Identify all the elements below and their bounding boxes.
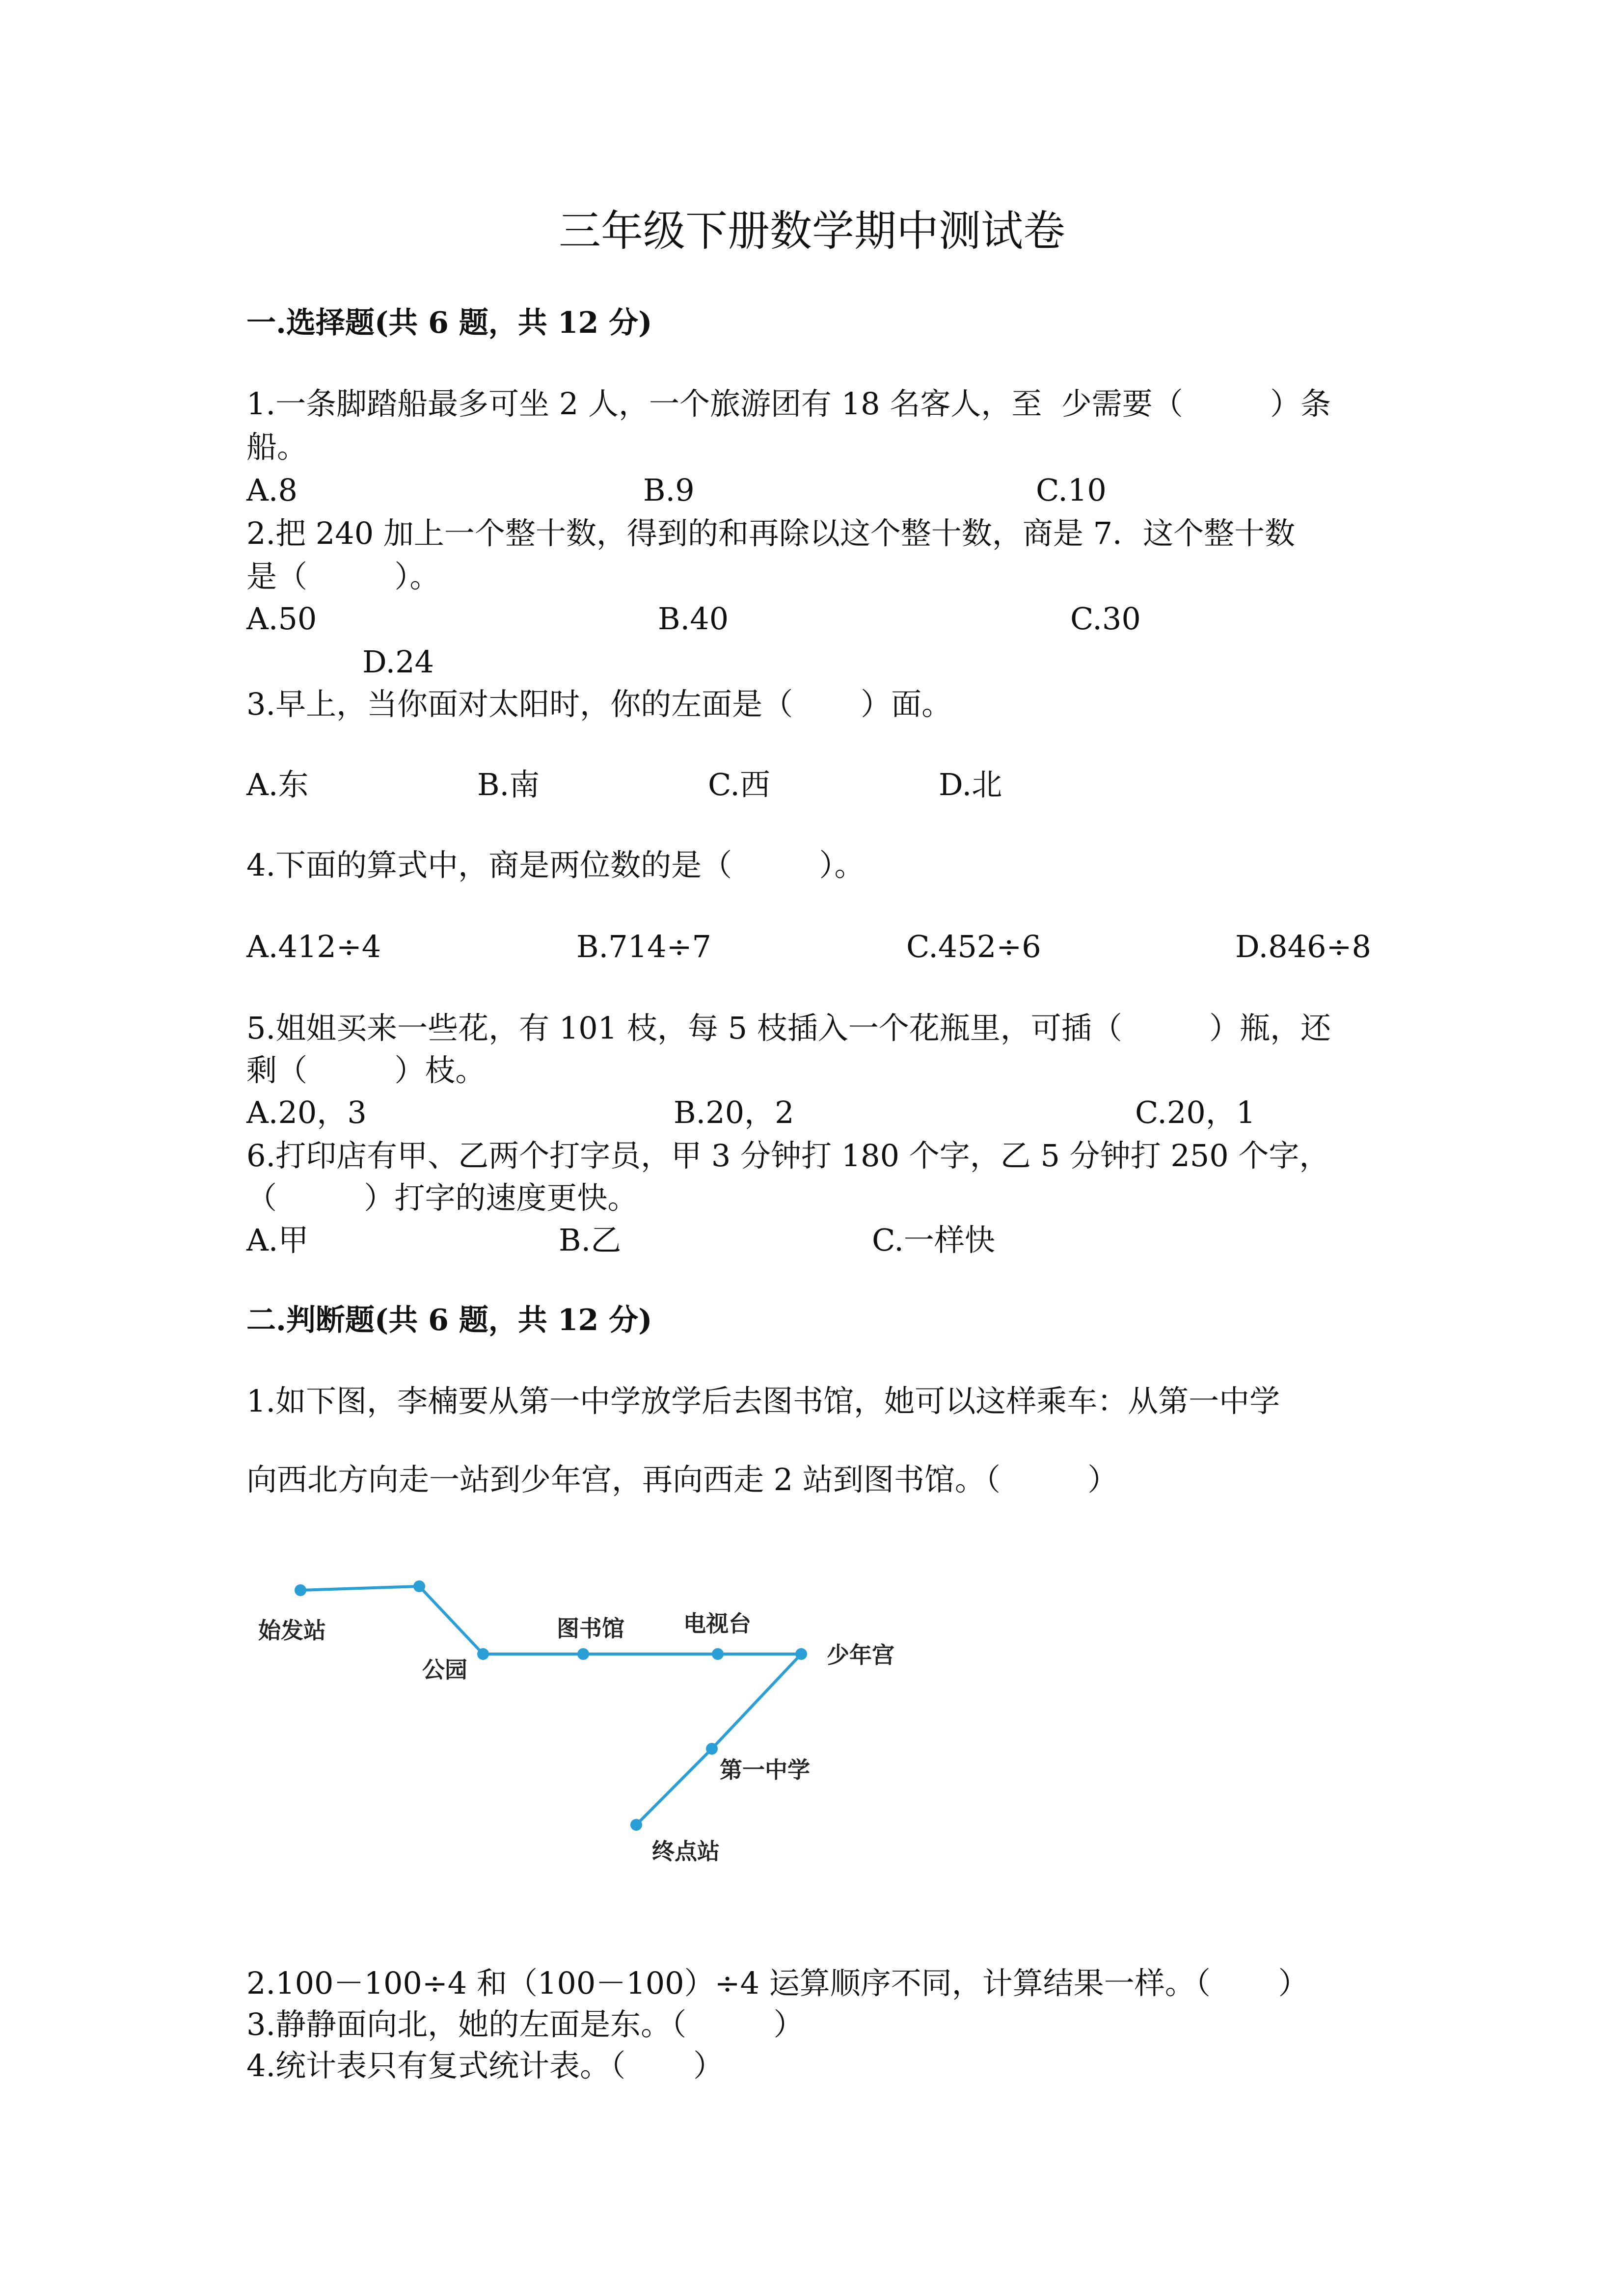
question-3-option-b: B.南 <box>477 767 540 802</box>
question-3-option-a: A.东 <box>246 767 309 802</box>
question-4-option-d: D.846÷8 <box>1235 929 1371 964</box>
section-heading-choice: 一.选择题(共 6 题，共 12 分) <box>246 306 652 340</box>
question-2-stem-cont: 是（ ）。 <box>246 559 440 594</box>
question-5-option-c: C.20，1 <box>1135 1095 1256 1130</box>
station-label-park: 公园 <box>422 1656 467 1683</box>
question-5-option-b: B.20，2 <box>674 1095 794 1130</box>
question-1-option-b: B.9 <box>643 472 695 508</box>
section-heading-judgement: 二.判断题(共 6 题，共 12 分) <box>246 1303 652 1337</box>
question-2-stem: 2.把 240 加上一个整十数，得到的和再除以这个整十数，商是 7．这个整十数 <box>246 515 1296 551</box>
question-4-option-b: B.714÷7 <box>576 929 712 964</box>
question-1-stem-cont: 船。 <box>246 429 308 465</box>
question-2-option-c: C.30 <box>1070 601 1141 637</box>
question-6-option-b: B.乙 <box>559 1222 622 1258</box>
question-3-option-d: D.北 <box>939 767 1002 802</box>
question-6-stem-cont: （ ）打字的速度更快。 <box>246 1180 638 1216</box>
station-label-library: 图书馆 <box>557 1615 624 1642</box>
question-6-option-c: C.一样快 <box>872 1222 995 1258</box>
question-1-option-a: A.8 <box>246 472 298 508</box>
question-3-stem: 3.早上，当你面对太阳时，你的左面是（ ）面。 <box>246 686 952 722</box>
station-dot-corner <box>413 1580 425 1592</box>
question-4-option-a: A.412÷4 <box>246 929 381 964</box>
question-3-option-c: C.西 <box>708 767 770 802</box>
question-2-option-a: A.50 <box>246 601 317 637</box>
judge-question-4: 4.统计表只有复式统计表。（ ） <box>246 2048 724 2083</box>
judge-question-1-stem-cont: 向西北方向走一站到少年宫，再向西走 2 站到图书馆。（ ） <box>246 1462 1118 1497</box>
question-5-stem: 5.姐姐买来一些花，有 101 枝，每 5 枝插入一个花瓶里，可插（ ）瓶，还 <box>246 1010 1331 1046</box>
station-label-end: 终点站 <box>652 1838 720 1865</box>
station-dot-school <box>706 1743 718 1755</box>
station-label-school: 第一中学 <box>720 1757 810 1783</box>
question-6-option-a: A.甲 <box>246 1222 309 1258</box>
question-2-option-d: D.24 <box>362 644 434 680</box>
question-4-option-c: C.452÷6 <box>906 929 1041 964</box>
station-label-tv: 电视台 <box>683 1610 751 1637</box>
question-4-stem: 4.下面的算式中，商是两位数的是（ ）。 <box>246 847 865 883</box>
station-label-start: 始发站 <box>258 1617 326 1644</box>
question-1-option-c: C.10 <box>1036 472 1107 508</box>
station-dot-youth-palace <box>795 1648 807 1660</box>
question-5-stem-cont: 剩（ ）枝。 <box>246 1052 486 1088</box>
station-label-youth-palace: 少年宫 <box>827 1642 894 1668</box>
station-dot-tv <box>712 1648 724 1660</box>
question-2-option-b: B.40 <box>658 601 729 637</box>
station-dot-end <box>630 1819 642 1831</box>
bus-route-map <box>245 1546 933 1890</box>
page-title: 三年级下册数学期中测试卷 <box>559 207 1065 256</box>
question-5-option-a: A.20，3 <box>246 1095 367 1130</box>
judge-question-3: 3.静静面向北，她的左面是东。（ ） <box>246 2006 804 2042</box>
station-dot-library <box>577 1648 589 1660</box>
judge-question-2: 2.100－100÷4 和（100－100）÷4 运算顺序不同，计算结果一样。（ ） <box>246 1965 1309 2001</box>
station-dot-park <box>477 1648 489 1660</box>
question-6-stem: 6.打印店有甲、乙两个打字员，甲 3 分钟打 180 个字，乙 5 分钟打 250 个字， <box>246 1138 1330 1174</box>
station-dot-start <box>295 1584 306 1596</box>
judge-question-1-stem: 1.如下图，李楠要从第一中学放学后去图书馆，她可以这样乘车：从第一中学 <box>246 1383 1280 1419</box>
question-1-stem: 1.一条脚踏船最多可坐 2 人，一个旅游团有 18 名客人，至 少需要（ ）条 <box>246 386 1331 422</box>
